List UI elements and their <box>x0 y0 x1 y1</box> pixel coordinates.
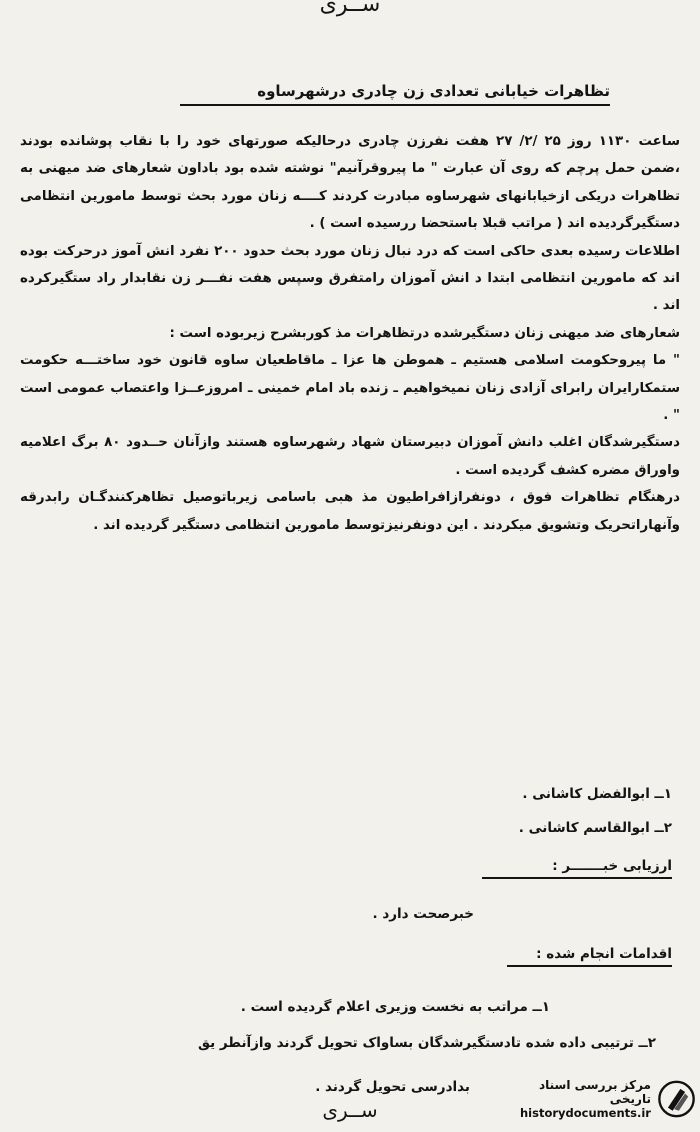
watermark-logo <box>520 1068 696 1130</box>
person-1: ۱ــ ابوالفضل کاشانی . <box>522 786 672 802</box>
paragraph-5: دستگیرشدگان اغلب دانش آموزان دبیرستان شهاد رشهرساوه هستند وازآنان حــدود ۸۰ برگ اعلامیه واوراق مضره کشف گردیده است . <box>20 435 680 478</box>
action-3: بدادرسی تحویل گردند . <box>315 1079 470 1095</box>
classification-mark-bottom: ســرى <box>322 1098 378 1122</box>
paragraph-1: ساعت ۱۱۳۰ روز ۲۵ /۲/ ۲۷ هفت نفرزن چادری درحالیکه صورتهای خود را با نقاب پوشانده بودند ،ضمن حمل پرچم که روی آن عبارت " ما پیروقرآنیم" نوشته شده بود باداون شعارهای ضد میهنی به تظاهرات دریکی ازخیابانهای شهرساوه مبادرت کردند کــــه زنان مورد بحث توسط مامورین انتظامی دستگیرگردیده اند ( مراتب قبلا باستحضا ررسیده است ) . <box>20 134 680 232</box>
watermark-text: مرکز بررسی اسناد تاریخی <box>538 1078 651 1106</box>
person-2: ۲ــ ابوالقاسم کاشانی . <box>518 820 672 836</box>
document-body <box>20 128 680 539</box>
paragraph-2: اطلاعات رسیده بعدی حاکی است که درد نبال زنان مورد بحث حدود ۲۰۰ نفرد انش آموز درحرکت بوده اند که مامورین انتظامی ابتدا د انش آموزان رامتفرق وسپس هفت نفـــر زن نقابدار راد ستگیرکرده اند . <box>20 243 680 314</box>
paragraph-3: شعارهای ضد میهنی زنان دستگیرشده درتظاهرات مذ کوربشرح زیربوده است : <box>169 325 680 341</box>
paragraph-6: درهنگام تظاهرات فوق ، دونفرازافراطیون مذ هبی باسامی زیرباتوصیل تظاهرکنندگـان رابدرقه وآنهاراتحریک وتشویق میکردند . این دونفرنیزتوسط مامورین انتظامی دستگیر گردیده اند . <box>20 490 680 533</box>
document-title: تظاهرات خیابانی تعدادی زن چادری درشهرساوه <box>180 82 610 106</box>
assessment-heading: ارزیابی خبـــــــر : <box>482 858 672 879</box>
action-2: ۲ــ ترتیبی داده شده تادستگیرشدگان بساواک تحویل گردند وازآنطر یق <box>197 1035 656 1051</box>
assessment-text: خبرصحت دارد . <box>372 906 474 922</box>
classification-mark-top: ســرى <box>319 0 381 17</box>
actions-heading: اقدامات انجام شده : <box>507 946 672 967</box>
action-1: ۱ــ مراتب به نخست وزیری اعلام گردیده است . <box>240 999 550 1015</box>
paragraph-4: " ما پیروحکومت اسلامی هستیم ـ هموطن ها عزا ـ ماقاطعیان ساوه قانون خود ساختـــه حکومت ستمکارایران رابرای آزادی زنان نمیخواهیم ـ زنده باد امام خمینی ـ امروزعــزا واعتصاب عمومی است " . <box>20 353 680 424</box>
watermark-url[interactable]: historydocuments.ir <box>520 1106 651 1120</box>
archive-logo-icon <box>657 1074 696 1124</box>
